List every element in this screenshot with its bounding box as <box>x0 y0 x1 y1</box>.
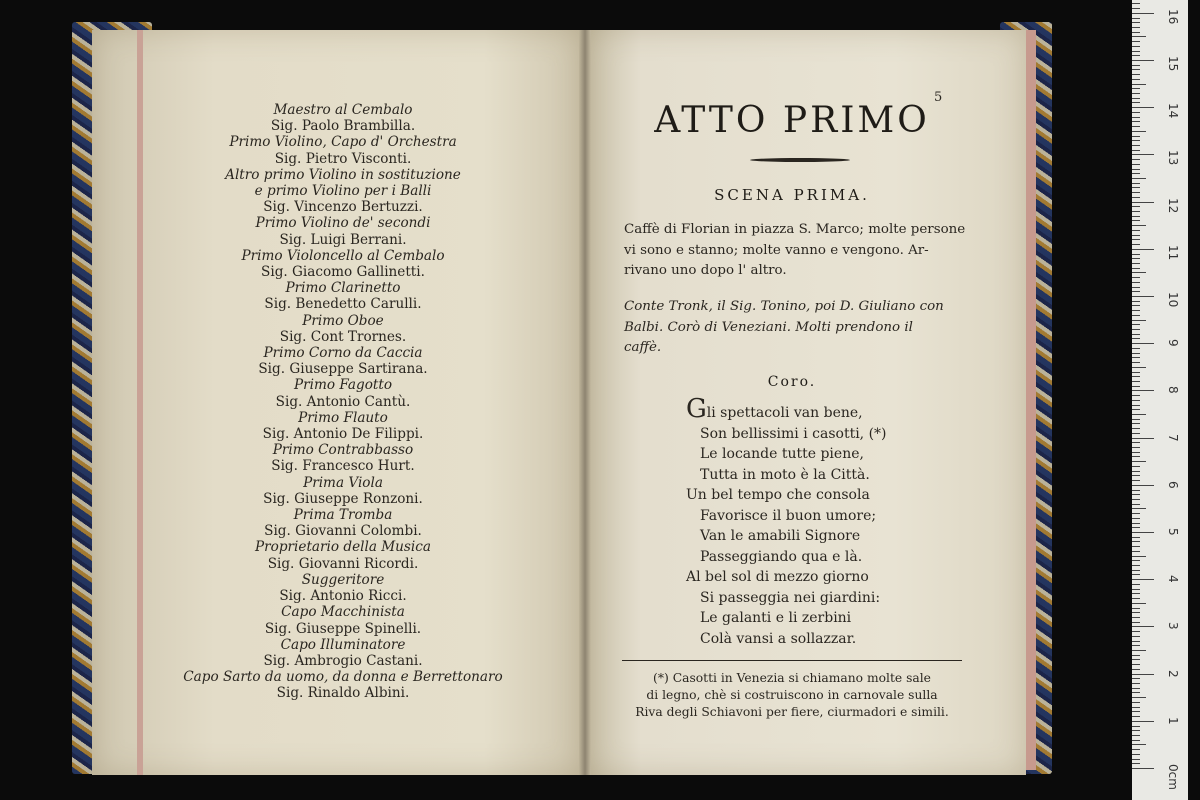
ruler-tick <box>1132 18 1140 19</box>
ruler-tick <box>1132 287 1140 288</box>
ruler-tick <box>1132 301 1140 302</box>
ruler-tick <box>1132 60 1154 61</box>
ruler-tick <box>1132 51 1140 52</box>
ruler-tick <box>1132 206 1140 207</box>
ruler-tick <box>1132 159 1140 160</box>
footnote-rule <box>622 660 962 661</box>
ruler-label: 15 <box>1166 56 1180 72</box>
credit-name: Sig. Cont Trornes. <box>279 328 407 345</box>
credit-name: Sig. Antonio Cantù. <box>275 393 411 410</box>
ruler-label: 3 <box>1166 622 1180 631</box>
setting-line: rivano uno dopo l' altro. <box>624 263 787 278</box>
ruler-tick <box>1132 386 1140 387</box>
credit-role: Prima Viola <box>303 474 383 491</box>
ruler-tick <box>1132 405 1140 406</box>
ruler-tick <box>1132 98 1140 99</box>
ruler-tick <box>1132 390 1154 391</box>
ornament-rule <box>750 158 850 162</box>
ruler-tick <box>1132 362 1140 363</box>
credit-name: Sig. Pietro Visconti. <box>274 150 412 167</box>
ruler-tick <box>1132 527 1140 528</box>
ruler-tick <box>1132 622 1140 623</box>
footnote-line: Riva degli Schiavoni per fiere, ciurmadori e simili. <box>635 705 949 719</box>
ruler-tick <box>1132 376 1140 377</box>
ruler-tick <box>1132 225 1146 226</box>
credit-role: Capo Sarto da uomo, da donna e Berrettonaro <box>183 669 503 686</box>
ruler-tick <box>1132 291 1140 292</box>
ruler-label: 5 <box>1166 528 1180 536</box>
ruler-tick <box>1132 650 1146 651</box>
credit-name: Sig. Giovanni Colombi. <box>264 523 422 540</box>
credit-role: Capo Illuminatore <box>280 636 406 653</box>
ruler-tick <box>1132 641 1140 642</box>
credit-role: Maestro al Cembalo <box>273 102 413 118</box>
credit-role: e primo Violino per i Balli <box>254 183 432 200</box>
ruler-tick <box>1132 268 1140 269</box>
ruler-tick <box>1132 631 1140 632</box>
ruler-tick <box>1132 626 1154 627</box>
verse-line: Si passeggia nei giardini: <box>700 589 881 606</box>
ruler-label: 12 <box>1166 197 1180 213</box>
ruler-tick <box>1132 508 1146 509</box>
ruler-tick <box>1132 183 1140 184</box>
credit-role: Suggeritore <box>301 571 385 588</box>
ruler-tick <box>1132 608 1140 609</box>
ruler-tick <box>1132 74 1140 75</box>
ruler-tick <box>1132 187 1140 188</box>
ruler-tick <box>1132 8 1140 9</box>
credit-name: Sig. Rinaldo Albini. <box>276 685 410 702</box>
ruler-tick <box>1132 754 1140 755</box>
ruler-tick <box>1132 523 1140 524</box>
ruler-tick <box>1132 27 1140 28</box>
credit-name: Sig. Antonio Ricci. <box>279 588 407 605</box>
ruler-tick <box>1132 442 1140 443</box>
ruler-tick <box>1132 574 1140 575</box>
credit-role: Primo Contrabbasso <box>272 442 414 459</box>
ruler-tick <box>1132 485 1154 486</box>
ruler-tick <box>1132 409 1140 410</box>
ruler-label: 8 <box>1166 386 1180 395</box>
ruler-tick <box>1132 69 1140 70</box>
ruler-tick <box>1132 22 1140 23</box>
ruler-tick <box>1132 249 1154 250</box>
ruler-tick <box>1132 759 1140 760</box>
verse-line: Le locande tutte piene, <box>700 446 864 462</box>
ruler-tick <box>1132 239 1140 240</box>
ruler-label: 11 <box>1166 244 1180 261</box>
ruler-label: 7 <box>1166 433 1180 442</box>
ruler-tick <box>1132 452 1140 453</box>
ruler-tick <box>1132 645 1140 646</box>
ruler-label: 4 <box>1166 575 1180 583</box>
ruler-tick <box>1132 79 1140 80</box>
ruler-tick <box>1132 423 1140 424</box>
page-number: 5 <box>934 90 943 105</box>
ruler-tick <box>1132 688 1140 689</box>
ruler-tick <box>1132 310 1140 311</box>
ruler-tick <box>1132 433 1140 434</box>
ruler-tick <box>1132 211 1140 212</box>
ruler-tick <box>1132 400 1140 401</box>
ruler-tick <box>1132 438 1154 439</box>
ruler-tick <box>1132 598 1140 599</box>
ruler-tick <box>1132 334 1140 335</box>
ruler-tick <box>1132 702 1140 703</box>
verse-first-line: li spettacoli van bene, <box>706 405 863 421</box>
ruler-label: 1 <box>1166 716 1180 725</box>
ruler-tick <box>1132 32 1140 33</box>
credit-role: Prima Tromba <box>293 507 393 524</box>
ruler-tick <box>1132 197 1140 198</box>
ruler-tick <box>1132 230 1140 231</box>
ruler-label: 16 <box>1166 8 1180 25</box>
ruler-tick <box>1132 46 1140 47</box>
ruler-tick <box>1132 740 1140 741</box>
ruler-tick <box>1132 41 1140 42</box>
ruler-tick <box>1132 131 1146 132</box>
ruler-tick <box>1132 88 1140 89</box>
ruler-tick <box>1132 513 1140 514</box>
ruler-tick <box>1132 140 1140 141</box>
ruler-tick <box>1132 353 1140 354</box>
measurement-ruler <box>1132 0 1188 800</box>
ruler-tick <box>1132 84 1146 85</box>
ruler-tick <box>1132 414 1146 415</box>
ruler-tick <box>1132 173 1140 174</box>
ruler-tick <box>1132 678 1140 679</box>
ruler-tick <box>1132 551 1140 552</box>
credit-name: Sig. Vincenzo Bertuzzi. <box>263 199 423 216</box>
credit-role: Primo Oboe <box>302 312 384 329</box>
ruler-tick <box>1132 636 1140 637</box>
ruler-tick <box>1132 367 1146 368</box>
ruler-tick <box>1132 244 1140 245</box>
ruler-tick <box>1132 192 1140 193</box>
ruler-label: 10 <box>1166 292 1180 308</box>
scene-heading: SCENA PRIMA. <box>714 186 870 204</box>
ruler-tick <box>1132 145 1140 146</box>
footnote-line: (*) Casotti in Venezia si chiamano molte sale <box>653 671 931 685</box>
act-title: ATTO PRIMO <box>654 100 930 141</box>
chorus-heading: Coro. <box>767 374 817 390</box>
ruler-tick <box>1132 461 1146 462</box>
ruler-tick <box>1132 593 1140 594</box>
ruler-tick <box>1132 136 1140 137</box>
ruler-tick <box>1132 546 1140 547</box>
ruler-tick <box>1132 504 1140 505</box>
chorus-verse <box>686 394 986 649</box>
ruler-tick <box>1132 372 1140 373</box>
characters-line: caffè. <box>624 340 662 355</box>
ruler-tick <box>1132 202 1154 203</box>
credit-name: Sig. Antonio De Filippi. <box>262 426 424 443</box>
verse-line: Un bel tempo che consola <box>686 487 870 503</box>
scene-setting <box>624 220 980 282</box>
ruler-tick <box>1132 499 1140 500</box>
ruler-label: 9 <box>1166 339 1180 347</box>
ruler-label: 2 <box>1166 669 1180 678</box>
verse-line <box>686 394 986 424</box>
credit-name: Sig. Giuseppe Ronzoni. <box>263 490 423 507</box>
ruler-tick <box>1132 338 1140 339</box>
ruler-tick <box>1132 381 1140 382</box>
ruler-tick <box>1132 320 1146 321</box>
ruler-tick <box>1132 107 1154 108</box>
ruler-tick <box>1132 254 1140 255</box>
ruler-tick <box>1132 419 1140 420</box>
credit-role: Primo Violino de' secondi <box>255 215 431 232</box>
footnote-line: di legno, chè si costruiscono in carnovale sulla <box>646 688 938 702</box>
orchestra-credits <box>148 102 538 702</box>
ruler-label: 13 <box>1166 150 1180 166</box>
ruler-tick <box>1132 150 1140 151</box>
credit-role: Primo Violoncello al Cembalo <box>241 247 445 264</box>
ruler-tick <box>1132 357 1140 358</box>
verse-line: Al bel sol di mezzo giorno <box>686 569 869 585</box>
ruler-tick <box>1132 537 1140 538</box>
ruler-tick <box>1132 169 1140 170</box>
ruler-tick <box>1132 768 1154 769</box>
ruler-tick <box>1132 560 1140 561</box>
ruler-tick <box>1132 490 1140 491</box>
ruler-tick <box>1132 263 1140 264</box>
ruler-tick <box>1132 272 1146 273</box>
verse-line: Le galanti e li zerbini <box>700 610 852 626</box>
ruler-tick <box>1132 518 1140 519</box>
ruler-tick <box>1132 428 1140 429</box>
ruler-tick <box>1132 471 1140 472</box>
ruler-tick <box>1132 541 1140 542</box>
ruler-tick <box>1132 55 1140 56</box>
ruler-tick <box>1132 456 1140 457</box>
ruler-tick <box>1132 659 1140 660</box>
ruler-tick <box>1132 589 1140 590</box>
ruler-tick <box>1132 763 1140 764</box>
credit-name: Sig. Francesco Hurt. <box>271 458 415 475</box>
ruler-tick <box>1132 348 1140 349</box>
verse-line: Colà vansi a sollazzar. <box>700 630 857 647</box>
characters-note <box>624 297 980 359</box>
drop-cap: G <box>686 394 707 424</box>
ruler-tick <box>1132 617 1140 618</box>
ruler-tick <box>1132 730 1140 731</box>
ruler-tick <box>1132 726 1140 727</box>
ruler-tick <box>1132 466 1140 467</box>
credit-name: Sig. Giuseppe Sartirana. <box>258 361 428 378</box>
book-gutter <box>579 30 591 775</box>
ruler-tick <box>1132 447 1140 448</box>
ruler-tick <box>1132 721 1154 722</box>
ruler-tick <box>1132 305 1140 306</box>
ruler-tick <box>1132 480 1140 481</box>
ruler-tick <box>1132 13 1154 14</box>
credit-name: Sig. Paolo Brambilla. <box>270 118 416 135</box>
ruler-tick <box>1132 258 1140 259</box>
credit-role: Primo Violino, Capo d' Orchestra <box>229 134 457 151</box>
ruler-tick <box>1132 683 1140 684</box>
credit-role: Proprietario della Musica <box>255 539 431 556</box>
credit-role: Primo Clarinetto <box>285 280 401 297</box>
ruler-tick <box>1132 220 1140 221</box>
credit-role: Primo Corno da Caccia <box>263 345 423 362</box>
ruler-tick <box>1132 235 1140 236</box>
verse-line: Van le amabili Signore <box>700 528 861 544</box>
ruler-tick <box>1132 612 1140 613</box>
ruler-tick <box>1132 154 1154 155</box>
ruler-tick <box>1132 277 1140 278</box>
credit-role: Altro primo Violino in sostituzione <box>225 166 461 183</box>
ruler-tick <box>1132 395 1140 396</box>
ruler-tick <box>1132 324 1140 325</box>
ruler-tick <box>1132 655 1140 656</box>
ruler-tick <box>1132 112 1140 113</box>
ruler-tick <box>1132 3 1140 4</box>
ruler-tick <box>1132 749 1140 750</box>
ruler-tick <box>1132 692 1140 693</box>
ruler-tick <box>1132 296 1154 297</box>
ruler-tick <box>1132 579 1154 580</box>
ruler-label: 14 <box>1166 103 1180 119</box>
ruler-tick <box>1132 65 1140 66</box>
credit-name: Sig. Luigi Berrani. <box>279 231 407 248</box>
ruler-tick <box>1132 216 1140 217</box>
credit-name: Sig. Ambrogio Castani. <box>263 652 423 669</box>
ruler-tick <box>1132 102 1140 103</box>
ruler-label: 0cm <box>1166 764 1180 790</box>
characters-line: Balbi. Corò di Veneziani. Molti prendono il <box>624 319 913 335</box>
setting-line: Caffè di Florian in piazza S. Marco; molte persone <box>624 222 966 237</box>
ruler-tick <box>1132 697 1146 698</box>
credit-role: Capo Macchinista <box>281 604 405 621</box>
ruler-tick <box>1132 556 1146 557</box>
ruler-tick <box>1132 329 1140 330</box>
ruler-tick <box>1132 669 1140 670</box>
verse-line: Favorisce il buon umore; <box>700 507 877 524</box>
characters-line: Conte Tronk, il Sig. Tonino, poi D. Giuliano con <box>624 299 944 314</box>
credit-role: Primo Flauto <box>298 409 388 426</box>
ruler-tick <box>1132 664 1140 665</box>
ruler-tick <box>1132 93 1140 94</box>
verse-line: Passeggiando qua e là. <box>700 548 863 565</box>
ruler-label: 6 <box>1166 480 1180 489</box>
credit-role: Primo Fagotto <box>294 377 392 394</box>
ruler-tick <box>1132 735 1140 736</box>
ruler-tick <box>1132 716 1140 717</box>
ruler-tick <box>1132 570 1140 571</box>
ruler-tick <box>1132 532 1154 533</box>
ruler-tick <box>1132 36 1146 37</box>
ruler-tick <box>1132 164 1140 165</box>
credit-name: Sig. Giacomo Gallinetti. <box>261 264 425 281</box>
ruler-tick <box>1132 494 1140 495</box>
setting-line: vi sono e stanno; molte vanno e vengono. Ar- <box>624 242 929 258</box>
ruler-tick <box>1132 744 1146 745</box>
ruler-tick <box>1132 315 1140 316</box>
ruler-tick <box>1132 343 1154 344</box>
verse-line: Tutta in moto è la Città. <box>700 466 870 483</box>
ruler-tick <box>1132 475 1140 476</box>
ruler-tick <box>1132 707 1140 708</box>
ruler-tick <box>1132 117 1140 118</box>
credit-name: Sig. Giuseppe Spinelli. <box>264 620 422 637</box>
verse-line: Son bellissimi i casotti, (*) <box>700 425 887 442</box>
footnote <box>612 670 972 721</box>
ruler-tick <box>1132 584 1140 585</box>
ruler-tick <box>1132 565 1140 566</box>
ruler-tick <box>1132 126 1140 127</box>
ruler-tick <box>1132 178 1146 179</box>
ruler-tick <box>1132 674 1154 675</box>
credit-name: Sig. Benedetto Carulli. <box>264 296 422 313</box>
credit-name: Sig. Giovanni Ricordi. <box>267 555 419 572</box>
ruler-tick <box>1132 121 1140 122</box>
ruler-tick <box>1132 282 1140 283</box>
ruler-tick <box>1132 711 1140 712</box>
ruler-tick <box>1132 603 1146 604</box>
